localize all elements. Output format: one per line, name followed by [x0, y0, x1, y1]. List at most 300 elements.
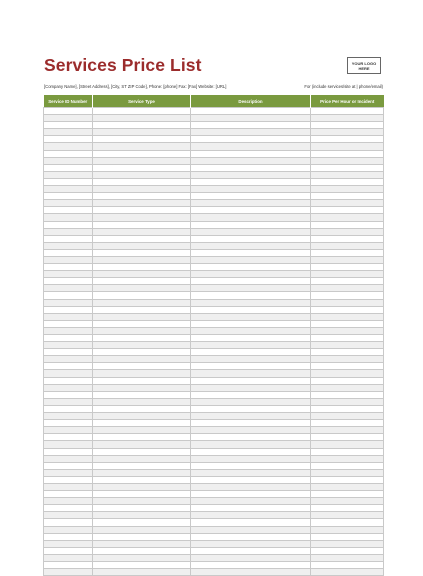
cell-price[interactable] — [311, 405, 384, 412]
cell-description[interactable] — [191, 299, 311, 306]
table-row — [44, 384, 384, 391]
table-row — [44, 228, 384, 235]
cell-price[interactable] — [311, 292, 384, 299]
cell-service-type[interactable] — [93, 228, 191, 235]
table-row — [44, 221, 384, 228]
cell-service-id[interactable] — [44, 349, 93, 356]
cell-service-type[interactable] — [93, 427, 191, 434]
cell-service-id[interactable] — [44, 271, 93, 278]
cell-service-id[interactable] — [44, 136, 93, 143]
cell-service-id[interactable] — [44, 193, 93, 200]
cell-description[interactable] — [191, 207, 311, 214]
cell-description[interactable] — [191, 115, 311, 122]
cell-description[interactable] — [191, 377, 311, 384]
cell-service-id[interactable] — [44, 313, 93, 320]
cell-description[interactable] — [191, 320, 311, 327]
cell-service-type[interactable] — [93, 178, 191, 185]
table-row — [44, 562, 384, 569]
cell-service-type[interactable] — [93, 505, 191, 512]
cell-description[interactable] — [191, 335, 311, 342]
cell-price[interactable] — [311, 491, 384, 498]
cell-price[interactable] — [311, 171, 384, 178]
cell-description[interactable] — [191, 398, 311, 405]
cell-service-type[interactable] — [93, 164, 191, 171]
cell-description[interactable] — [191, 221, 311, 228]
cell-description[interactable] — [191, 178, 311, 185]
cell-description[interactable] — [191, 256, 311, 263]
cell-service-type[interactable] — [93, 129, 191, 136]
cell-service-type[interactable] — [93, 483, 191, 490]
cell-description[interactable] — [191, 505, 311, 512]
cell-price[interactable] — [311, 193, 384, 200]
cell-service-id[interactable] — [44, 115, 93, 122]
cell-description[interactable] — [191, 540, 311, 547]
table-row — [44, 164, 384, 171]
cell-description[interactable] — [191, 462, 311, 469]
cell-price[interactable] — [311, 143, 384, 150]
cell-description[interactable] — [191, 562, 311, 569]
cell-price[interactable] — [311, 391, 384, 398]
cell-service-id[interactable] — [44, 285, 93, 292]
cell-service-type[interactable] — [93, 356, 191, 363]
cell-service-id[interactable] — [44, 335, 93, 342]
cell-service-id[interactable] — [44, 249, 93, 256]
cell-price[interactable] — [311, 519, 384, 526]
logo-placeholder — [347, 57, 381, 74]
cell-service-type[interactable] — [93, 136, 191, 143]
cell-price[interactable] — [311, 249, 384, 256]
cell-description[interactable] — [191, 150, 311, 157]
cell-price[interactable] — [311, 476, 384, 483]
cell-service-type[interactable] — [93, 448, 191, 455]
cell-description[interactable] — [191, 242, 311, 249]
table-row — [44, 533, 384, 540]
table-row — [44, 108, 384, 115]
cell-service-type[interactable] — [93, 413, 191, 420]
cell-description[interactable] — [191, 476, 311, 483]
cell-description[interactable] — [191, 193, 311, 200]
cell-price[interactable] — [311, 434, 384, 441]
cell-service-id[interactable] — [44, 342, 93, 349]
cell-description[interactable] — [191, 164, 311, 171]
cell-description[interactable] — [191, 491, 311, 498]
table-row — [44, 363, 384, 370]
cell-price[interactable] — [311, 384, 384, 391]
cell-description[interactable] — [191, 186, 311, 193]
cell-service-id[interactable] — [44, 384, 93, 391]
cell-service-id[interactable] — [44, 178, 93, 185]
cell-description[interactable] — [191, 512, 311, 519]
cell-service-type[interactable] — [93, 554, 191, 561]
cell-price[interactable] — [311, 554, 384, 561]
cell-description[interactable] — [191, 306, 311, 313]
cell-price[interactable] — [311, 306, 384, 313]
cell-service-id[interactable] — [44, 143, 93, 150]
cell-service-type[interactable] — [93, 540, 191, 547]
cell-price[interactable] — [311, 356, 384, 363]
cell-price[interactable] — [311, 242, 384, 249]
cell-description[interactable] — [191, 264, 311, 271]
cell-service-id[interactable] — [44, 256, 93, 263]
cell-service-type[interactable] — [93, 349, 191, 356]
cell-price[interactable] — [311, 342, 384, 349]
cell-service-type[interactable] — [93, 122, 191, 129]
cell-service-id[interactable] — [44, 363, 93, 370]
cell-service-type[interactable] — [93, 278, 191, 285]
cell-price[interactable] — [311, 320, 384, 327]
cell-price[interactable] — [311, 299, 384, 306]
cell-service-id[interactable] — [44, 462, 93, 469]
cell-service-id[interactable] — [44, 150, 93, 157]
cell-service-id[interactable] — [44, 157, 93, 164]
cell-service-type[interactable] — [93, 264, 191, 271]
table-row — [44, 186, 384, 193]
cell-price[interactable] — [311, 441, 384, 448]
cell-description[interactable] — [191, 441, 311, 448]
cell-description[interactable] — [191, 526, 311, 533]
cell-service-id[interactable] — [44, 533, 93, 540]
cell-service-type[interactable] — [93, 313, 191, 320]
table-row — [44, 200, 384, 207]
cell-price[interactable] — [311, 164, 384, 171]
cell-description[interactable] — [191, 547, 311, 554]
table-row — [44, 505, 384, 512]
cell-price[interactable] — [311, 264, 384, 271]
cell-price[interactable] — [311, 200, 384, 207]
cell-service-id[interactable] — [44, 498, 93, 505]
cell-price[interactable] — [311, 186, 384, 193]
cell-service-type[interactable] — [93, 512, 191, 519]
cell-service-type[interactable] — [93, 420, 191, 427]
cell-service-id[interactable] — [44, 526, 93, 533]
cell-description[interactable] — [191, 413, 311, 420]
cell-price[interactable] — [311, 448, 384, 455]
cell-service-type[interactable] — [93, 547, 191, 554]
cell-service-type[interactable] — [93, 292, 191, 299]
cell-service-type[interactable] — [93, 342, 191, 349]
cell-price[interactable] — [311, 498, 384, 505]
cell-service-id[interactable] — [44, 221, 93, 228]
cell-description[interactable] — [191, 391, 311, 398]
cell-description[interactable] — [191, 554, 311, 561]
cell-service-id[interactable] — [44, 122, 93, 129]
cell-description[interactable] — [191, 420, 311, 427]
table-row — [44, 292, 384, 299]
cell-description[interactable] — [191, 483, 311, 490]
table-row — [44, 469, 384, 476]
cell-price[interactable] — [311, 370, 384, 377]
cell-service-type[interactable] — [93, 391, 191, 398]
cell-price[interactable] — [311, 285, 384, 292]
cell-description[interactable] — [191, 292, 311, 299]
table-row — [44, 122, 384, 129]
table-row — [44, 498, 384, 505]
cell-service-type[interactable] — [93, 249, 191, 256]
cell-description[interactable] — [191, 405, 311, 412]
cell-price[interactable] — [311, 469, 384, 476]
cell-service-id[interactable] — [44, 264, 93, 271]
cell-service-id[interactable] — [44, 108, 93, 115]
cell-service-id[interactable] — [44, 554, 93, 561]
cell-service-id[interactable] — [44, 299, 93, 306]
cell-description[interactable] — [191, 285, 311, 292]
cell-price[interactable] — [311, 398, 384, 405]
cell-service-type[interactable] — [93, 157, 191, 164]
cell-price[interactable] — [311, 505, 384, 512]
cell-service-id[interactable] — [44, 427, 93, 434]
cell-service-type[interactable] — [93, 363, 191, 370]
cell-price[interactable] — [311, 150, 384, 157]
table-row — [44, 327, 384, 334]
cell-description[interactable] — [191, 356, 311, 363]
cell-service-type[interactable] — [93, 271, 191, 278]
cell-price[interactable] — [311, 363, 384, 370]
cell-service-type[interactable] — [93, 235, 191, 242]
cell-price[interactable] — [311, 207, 384, 214]
table-row — [44, 427, 384, 434]
cell-service-id[interactable] — [44, 519, 93, 526]
cell-service-type[interactable] — [93, 562, 191, 569]
cell-service-id[interactable] — [44, 391, 93, 398]
cell-price[interactable] — [311, 526, 384, 533]
cell-service-type[interactable] — [93, 335, 191, 342]
cell-description[interactable] — [191, 498, 311, 505]
cell-service-type[interactable] — [93, 327, 191, 334]
cell-description[interactable] — [191, 214, 311, 221]
cell-description[interactable] — [191, 136, 311, 143]
cell-service-type[interactable] — [93, 108, 191, 115]
cell-price[interactable] — [311, 278, 384, 285]
cell-price[interactable] — [311, 427, 384, 434]
cell-service-id[interactable] — [44, 540, 93, 547]
cell-description[interactable] — [191, 278, 311, 285]
cell-service-id[interactable] — [44, 413, 93, 420]
cell-description[interactable] — [191, 519, 311, 526]
cell-service-type[interactable] — [93, 285, 191, 292]
cell-description[interactable] — [191, 469, 311, 476]
cell-price[interactable] — [311, 420, 384, 427]
cell-description[interactable] — [191, 228, 311, 235]
table-row — [44, 434, 384, 441]
cell-service-id[interactable] — [44, 505, 93, 512]
cell-service-id[interactable] — [44, 242, 93, 249]
cell-service-type[interactable] — [93, 455, 191, 462]
cell-service-id[interactable] — [44, 320, 93, 327]
cell-description[interactable] — [191, 448, 311, 455]
cell-price[interactable] — [311, 228, 384, 235]
cell-service-type[interactable] — [93, 193, 191, 200]
cell-service-id[interactable] — [44, 235, 93, 242]
cell-service-id[interactable] — [44, 562, 93, 569]
cell-price[interactable] — [311, 136, 384, 143]
cell-price[interactable] — [311, 540, 384, 547]
cell-service-type[interactable] — [93, 384, 191, 391]
cell-service-type[interactable] — [93, 370, 191, 377]
cell-service-type[interactable] — [93, 150, 191, 157]
cell-service-id[interactable] — [44, 370, 93, 377]
cell-description[interactable] — [191, 108, 311, 115]
table-row — [44, 547, 384, 554]
table-row — [44, 342, 384, 349]
cell-price[interactable] — [311, 562, 384, 569]
cell-service-id[interactable] — [44, 483, 93, 490]
cell-service-id[interactable] — [44, 278, 93, 285]
cell-service-type[interactable] — [93, 115, 191, 122]
table-row — [44, 285, 384, 292]
company-contact-line: [Company Name], [Street Address], [City, ST ZIP Code], Phone: [phone] Fax: [Fax] Website: [URL] — [44, 84, 227, 89]
table-row — [44, 476, 384, 483]
cell-price[interactable] — [311, 221, 384, 228]
table-row — [44, 306, 384, 313]
cell-service-type[interactable] — [93, 526, 191, 533]
cell-service-id[interactable] — [44, 164, 93, 171]
cell-service-type[interactable] — [93, 207, 191, 214]
cell-service-id[interactable] — [44, 434, 93, 441]
cell-price[interactable] — [311, 377, 384, 384]
cell-price[interactable] — [311, 214, 384, 221]
table-row — [44, 115, 384, 122]
cell-service-type[interactable] — [93, 299, 191, 306]
cell-price[interactable] — [311, 178, 384, 185]
cell-service-id[interactable] — [44, 207, 93, 214]
cell-service-type[interactable] — [93, 200, 191, 207]
cell-price[interactable] — [311, 129, 384, 136]
cell-description[interactable] — [191, 129, 311, 136]
cell-description[interactable] — [191, 235, 311, 242]
cell-description[interactable] — [191, 143, 311, 150]
cell-service-type[interactable] — [93, 462, 191, 469]
cell-service-id[interactable] — [44, 327, 93, 334]
table-row — [44, 377, 384, 384]
cell-service-id[interactable] — [44, 228, 93, 235]
cell-service-id[interactable] — [44, 405, 93, 412]
cell-service-type[interactable] — [93, 171, 191, 178]
cell-service-id[interactable] — [44, 171, 93, 178]
cell-service-type[interactable] — [93, 306, 191, 313]
cell-service-type[interactable] — [93, 398, 191, 405]
cell-description[interactable] — [191, 271, 311, 278]
cell-price[interactable] — [311, 122, 384, 129]
cell-service-id[interactable] — [44, 398, 93, 405]
cell-service-type[interactable] — [93, 498, 191, 505]
cell-description[interactable] — [191, 349, 311, 356]
cell-description[interactable] — [191, 327, 311, 334]
cell-description[interactable] — [191, 370, 311, 377]
cell-description[interactable] — [191, 313, 311, 320]
cell-price[interactable] — [311, 115, 384, 122]
cell-description[interactable] — [191, 363, 311, 370]
cell-service-id[interactable] — [44, 356, 93, 363]
cell-description[interactable] — [191, 434, 311, 441]
table-row — [44, 519, 384, 526]
cell-price[interactable] — [311, 157, 384, 164]
cell-service-type[interactable] — [93, 434, 191, 441]
cell-price[interactable] — [311, 483, 384, 490]
cell-price[interactable] — [311, 313, 384, 320]
cell-service-id[interactable] — [44, 455, 93, 462]
table-row — [44, 398, 384, 405]
cell-description[interactable] — [191, 249, 311, 256]
cell-price[interactable] — [311, 455, 384, 462]
cell-service-type[interactable] — [93, 533, 191, 540]
cell-price[interactable] — [311, 462, 384, 469]
cell-service-id[interactable] — [44, 306, 93, 313]
page-title: Services Price List — [44, 55, 202, 75]
cell-service-type[interactable] — [93, 491, 191, 498]
cell-service-id[interactable] — [44, 476, 93, 483]
table-row — [44, 491, 384, 498]
cell-price[interactable] — [311, 235, 384, 242]
table-row — [44, 420, 384, 427]
cell-price[interactable] — [311, 349, 384, 356]
cell-description[interactable] — [191, 533, 311, 540]
cell-price[interactable] — [311, 108, 384, 115]
cell-service-type[interactable] — [93, 186, 191, 193]
cell-description[interactable] — [191, 342, 311, 349]
cell-price[interactable] — [311, 256, 384, 263]
cell-service-id[interactable] — [44, 292, 93, 299]
table-row — [44, 313, 384, 320]
cell-price[interactable] — [311, 413, 384, 420]
cell-description[interactable] — [191, 122, 311, 129]
cell-service-type[interactable] — [93, 405, 191, 412]
cell-price[interactable] — [311, 271, 384, 278]
cell-service-type[interactable] — [93, 476, 191, 483]
cell-service-type[interactable] — [93, 377, 191, 384]
cell-price[interactable] — [311, 533, 384, 540]
cell-service-type[interactable] — [93, 256, 191, 263]
cell-service-id[interactable] — [44, 129, 93, 136]
cell-service-id[interactable] — [44, 441, 93, 448]
cell-service-type[interactable] — [93, 143, 191, 150]
cell-service-type[interactable] — [93, 469, 191, 476]
cell-service-type[interactable] — [93, 320, 191, 327]
cell-price[interactable] — [311, 547, 384, 554]
cell-price[interactable] — [311, 327, 384, 334]
cell-service-id[interactable] — [44, 547, 93, 554]
cell-description[interactable] — [191, 171, 311, 178]
header-description: Description — [191, 95, 311, 108]
cell-service-type[interactable] — [93, 441, 191, 448]
cell-description[interactable] — [191, 157, 311, 164]
cell-description[interactable] — [191, 455, 311, 462]
table-row — [44, 129, 384, 136]
cell-price[interactable] — [311, 335, 384, 342]
cell-service-type[interactable] — [93, 242, 191, 249]
table-row — [44, 178, 384, 185]
table-row — [44, 171, 384, 178]
cell-description[interactable] — [191, 200, 311, 207]
cell-service-id[interactable] — [44, 512, 93, 519]
contact-note: For (include services/site at | phone/email) — [304, 84, 383, 89]
cell-service-id[interactable] — [44, 491, 93, 498]
cell-service-id[interactable] — [44, 469, 93, 476]
cell-service-id[interactable] — [44, 420, 93, 427]
header-service-type: Service Type — [93, 95, 191, 108]
cell-description[interactable] — [191, 427, 311, 434]
table-row — [44, 143, 384, 150]
cell-service-type[interactable] — [93, 221, 191, 228]
cell-service-id[interactable] — [44, 186, 93, 193]
cell-description[interactable] — [191, 384, 311, 391]
cell-service-id[interactable] — [44, 214, 93, 221]
cell-service-id[interactable] — [44, 377, 93, 384]
cell-service-id[interactable] — [44, 200, 93, 207]
cell-service-id[interactable] — [44, 448, 93, 455]
cell-price[interactable] — [311, 512, 384, 519]
cell-service-type[interactable] — [93, 519, 191, 526]
cell-service-type[interactable] — [93, 214, 191, 221]
